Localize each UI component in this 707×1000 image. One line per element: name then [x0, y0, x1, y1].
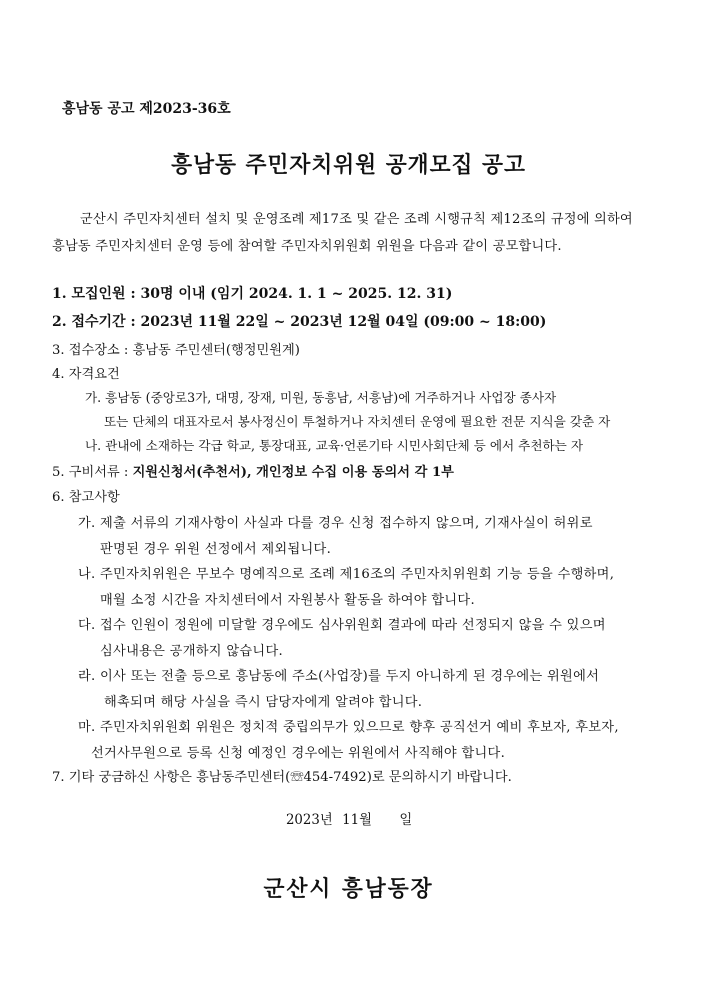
reference-ma-line-1: 마. 주민자치위원회 위원은 정치적 중립의무가 있으므로 향후 공직선거 예비 후보자, 후보자, [78, 720, 619, 735]
item-documents [52, 461, 454, 480]
item-place: 3. 접수장소 : 흥남동 주민센터(행정민원계) [52, 343, 300, 358]
notice-number: 흥남동 공고 제2023-36호 [62, 101, 231, 117]
reference-da-line-1: 다. 접수 인원이 정원에 미달할 경우에도 심사위원회 결과에 따라 선정되지 않을 수 있으며 [78, 618, 606, 633]
item-etc: 7. 기타 궁금하신 사항은 흥남동주민센터(☏454-7492)로 문의하시기 바랍니다. [52, 770, 512, 785]
documents-label: 5. 구비서류 : [52, 465, 133, 480]
reference-ga-line-1: 가. 제출 서류의 기재사항이 사실과 다를 경우 신청 접수하지 않으며, 기재사실이 허위로 [78, 516, 593, 531]
notice-title: 흥남동 주민자치위원 공개모집 공고 [171, 152, 526, 178]
reference-ma-line-2: 선거사무원으로 등록 신청 예정인 경우에는 위원에서 사직해야 합니다. [91, 746, 506, 761]
documents-value: 지원신청서(추천서), 개인정보 수집 이용 동의서 각 1부 [132, 465, 454, 480]
intro-line-2: 흥남동 주민자치센터 운영 등에 참여할 주민자치위원회 위원을 다음과 같이 공모합니다. [52, 239, 562, 254]
date-month: 11월 [342, 812, 372, 828]
reference-na-line-1: 나. 주민자치위원은 무보수 명예직으로 조례 제16조의 주민자치위원회 기능 등을 수행하며, [78, 567, 615, 582]
qualification-na: 나. 관내에 소재하는 각급 학교, 통장대표, 교육·언론기타 시민사회단체 등 에서 추천하는 자 [85, 438, 584, 453]
reference-ga-line-2: 판명된 경우 위원 선정에서 제외됩니다. [100, 542, 332, 557]
date-year: 2023년 [285, 812, 333, 828]
item-qualification-title: 4. 자격요건 [52, 367, 120, 382]
item-period: 2. 접수기간 : 2023년 11월 22일 ~ 2023년 12월 04일 (09:00 ~ 18:00) [52, 314, 547, 330]
reference-ra-line-1: 라. 이사 또는 전출 등으로 흥남동에 주소(사업장)를 두지 아니하게 된 경우에는 위원에서 [78, 669, 600, 684]
signer: 군산시 흥남동장 [263, 876, 434, 902]
reference-na-line-2: 매월 소정 시간을 자치센터에서 자원봉사 활동을 하여야 합니다. [100, 593, 475, 608]
reference-da-line-2: 심사내용은 공개하지 않습니다. [100, 644, 283, 659]
item-reference-title: 6. 참고사항 [52, 490, 120, 505]
reference-ra-line-2: 해촉되며 해당 사실을 즉시 담당자에게 알려야 합니다. [104, 695, 423, 710]
qualification-ga-line-2: 또는 단체의 대표자로서 봉사정신이 투철하거나 자치센터 운영에 필요한 전문 지식을 갖춘 자 [104, 414, 611, 429]
date-day: 일 [399, 812, 413, 828]
qualification-ga-line-1: 가. 흥남동 (중앙로3가, 대명, 장재, 미원, 동흥남, 서흥남)에 거주하거나 사업장 종사자 [85, 390, 557, 405]
item-recruit: 1. 모집인원 : 30명 이내 (임기 2024. 1. 1 ~ 2025. 12. 31) [52, 286, 453, 302]
intro-line-1: 군산시 주민자치센터 설치 및 운영조례 제17조 및 같은 조례 시행규칙 제12조의 규정에 의하여 [80, 212, 633, 227]
